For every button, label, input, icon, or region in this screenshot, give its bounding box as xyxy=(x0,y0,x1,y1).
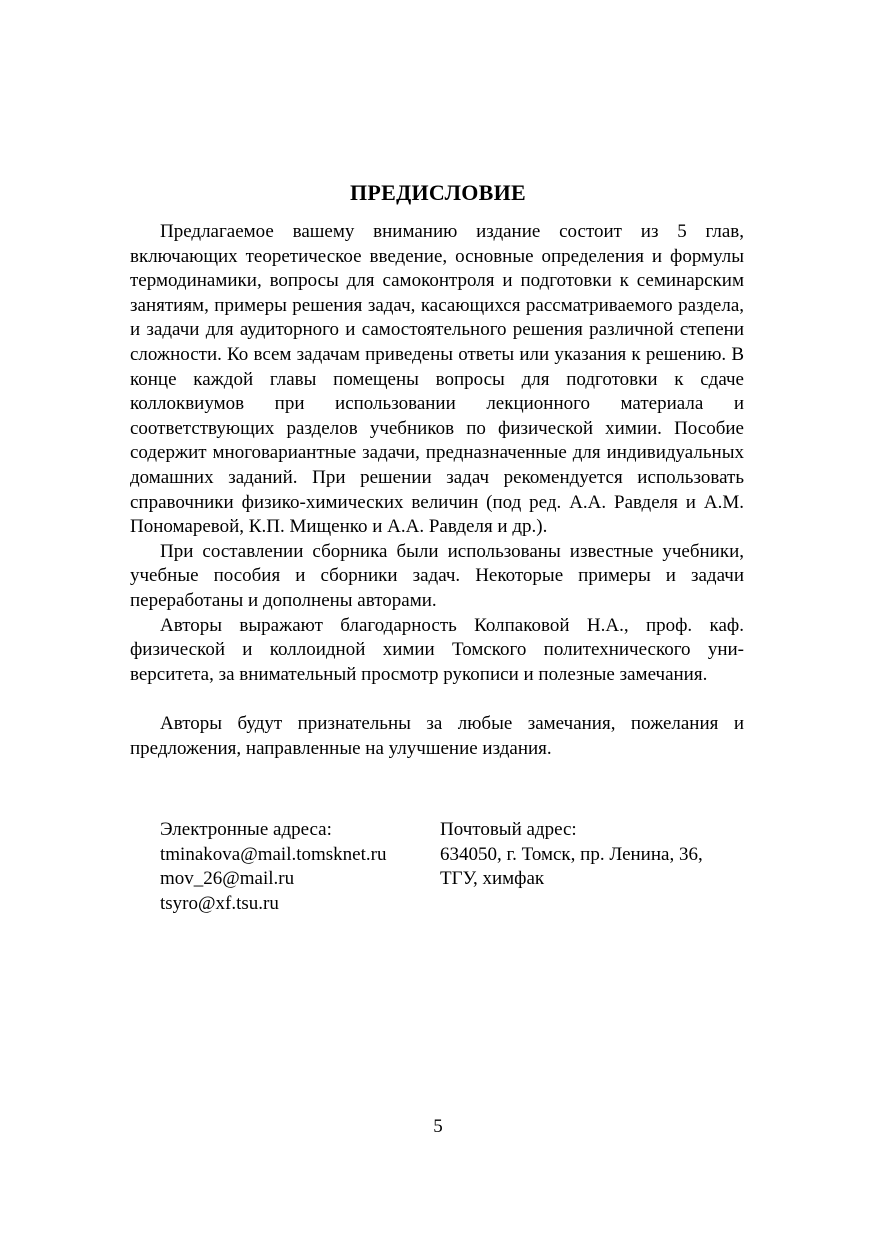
emails-label: Электронные адреса: xyxy=(160,819,332,840)
paragraph-intro: Предлагаемое вашему вниманию издание состоит из 5 глав, включающих теоретическое введение, основные определения и формулы термодинамики, вопросы для самоконтроля и подготовки к семинарским занятиям, примеры решения задач, касающихся рассматриваемого раздела, и задачи для аудиторного и самостоятельного решения различной степени сложности. Ко всем задачам приведены ответы или указания к решению. В конце каждой главы помещены вопросы для подготовки к сдаче коллоквиумов при использовании лекционного материала и соответствующих разделов учебников по физической химии. Пособие содержит многовариантные задачи, предназначенные для индивидуальных домашних заданий. При решении задач рекомендуется использовать справочники физико-химических величин (под ред. А.А. Равделя и А.М. Пономаревой, К.П. Мищенко и А.А. Равделя и др.). xyxy=(130,221,744,538)
email-address: tminakova@mail.tomsknet.ru xyxy=(160,843,387,865)
paragraph-sources: При составлении сборника были использованы известные учебники, учебные пособия и сборники задач. Некоторые примеры и задачи переработаны и дополнены авторами. xyxy=(130,540,744,611)
postal-address xyxy=(440,818,760,892)
preface-body xyxy=(130,220,744,761)
page-title: ПРЕДИСЛОВИЕ xyxy=(349,180,527,205)
email-addresses xyxy=(160,818,440,916)
postal-address-line: ТГУ, химфак xyxy=(440,868,545,890)
postal-address-line: 634050, г. Томск, пр. Ленина, 36, xyxy=(440,843,703,865)
email-address: tsyro@xf.tsu.ru xyxy=(160,892,279,914)
paragraph-feedback-request: Авторы будут признательны за любые замечания, пожелания и предложения, направленные на улучшение издания. xyxy=(130,713,744,759)
postal-label: Почтовый адрес: xyxy=(440,819,577,840)
paragraph-acknowledgement: Авторы выражают благодарность Колпаковой Н.А., проф. каф. физической и коллоидной химии Томского политехнического университета, за внимательный просмотр рукописи и полезные замечания. xyxy=(130,614,744,685)
email-address: mov_26@mail.ru xyxy=(160,868,295,890)
page-number: 5 xyxy=(433,1116,443,1137)
